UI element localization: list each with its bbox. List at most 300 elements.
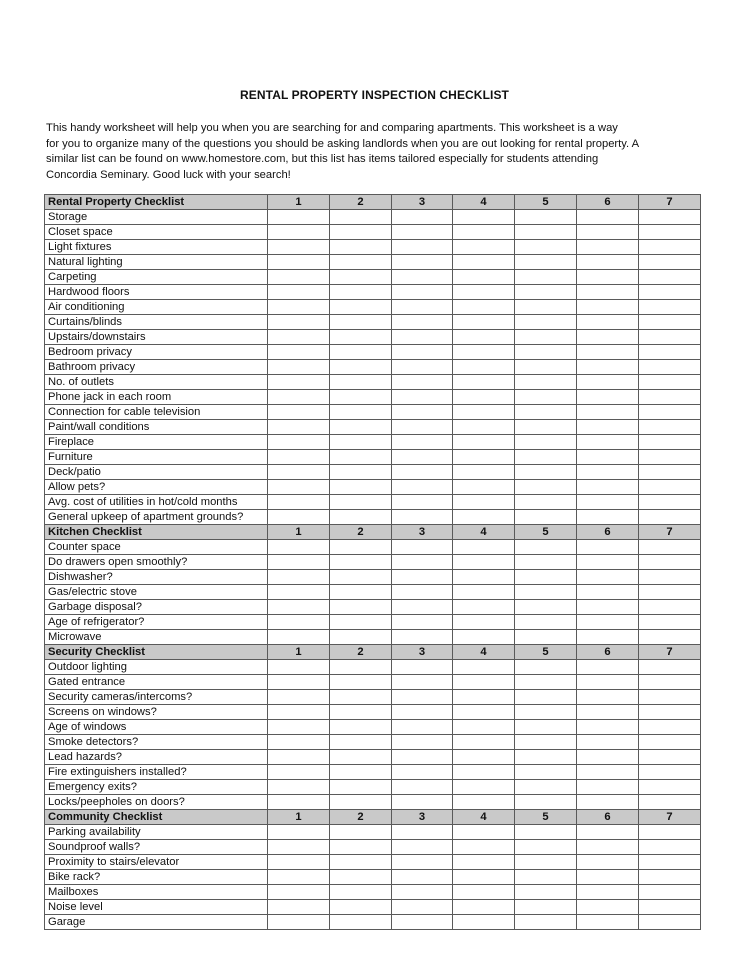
check-cell[interactable]	[392, 300, 453, 315]
check-cell[interactable]	[453, 315, 515, 330]
check-cell[interactable]	[392, 720, 453, 735]
check-cell[interactable]	[330, 450, 392, 465]
check-cell[interactable]	[392, 390, 453, 405]
check-cell[interactable]	[453, 630, 515, 645]
check-cell[interactable]	[453, 375, 515, 390]
check-cell[interactable]	[392, 420, 453, 435]
check-cell[interactable]	[453, 240, 515, 255]
check-cell[interactable]	[577, 885, 639, 900]
check-cell[interactable]	[639, 705, 701, 720]
check-cell[interactable]	[515, 660, 577, 675]
check-cell[interactable]	[268, 360, 330, 375]
check-cell[interactable]	[268, 690, 330, 705]
check-cell[interactable]	[453, 705, 515, 720]
check-cell[interactable]	[453, 825, 515, 840]
check-cell[interactable]	[639, 915, 701, 930]
check-cell[interactable]	[515, 915, 577, 930]
check-cell[interactable]	[453, 765, 515, 780]
check-cell[interactable]	[392, 450, 453, 465]
check-cell[interactable]	[515, 630, 577, 645]
check-cell[interactable]	[577, 345, 639, 360]
check-cell[interactable]	[639, 435, 701, 450]
check-cell[interactable]	[392, 915, 453, 930]
check-cell[interactable]	[639, 585, 701, 600]
check-cell[interactable]	[515, 555, 577, 570]
check-cell[interactable]	[577, 405, 639, 420]
check-cell[interactable]	[268, 600, 330, 615]
check-cell[interactable]	[268, 825, 330, 840]
check-cell[interactable]	[515, 870, 577, 885]
check-cell[interactable]	[639, 300, 701, 315]
check-cell[interactable]	[453, 900, 515, 915]
check-cell[interactable]	[453, 570, 515, 585]
check-cell[interactable]	[639, 555, 701, 570]
check-cell[interactable]	[639, 390, 701, 405]
check-cell[interactable]	[577, 615, 639, 630]
check-cell[interactable]	[577, 840, 639, 855]
check-cell[interactable]	[268, 495, 330, 510]
check-cell[interactable]	[453, 450, 515, 465]
check-cell[interactable]	[577, 585, 639, 600]
check-cell[interactable]	[639, 420, 701, 435]
check-cell[interactable]	[639, 495, 701, 510]
check-cell[interactable]	[515, 360, 577, 375]
check-cell[interactable]	[577, 210, 639, 225]
check-cell[interactable]	[639, 840, 701, 855]
check-cell[interactable]	[577, 720, 639, 735]
check-cell[interactable]	[639, 225, 701, 240]
check-cell[interactable]	[639, 375, 701, 390]
check-cell[interactable]	[392, 570, 453, 585]
check-cell[interactable]	[639, 600, 701, 615]
check-cell[interactable]	[515, 780, 577, 795]
check-cell[interactable]	[268, 840, 330, 855]
check-cell[interactable]	[577, 390, 639, 405]
check-cell[interactable]	[268, 480, 330, 495]
check-cell[interactable]	[515, 405, 577, 420]
check-cell[interactable]	[453, 300, 515, 315]
check-cell[interactable]	[577, 225, 639, 240]
check-cell[interactable]	[577, 420, 639, 435]
check-cell[interactable]	[515, 750, 577, 765]
check-cell[interactable]	[392, 585, 453, 600]
check-cell[interactable]	[268, 615, 330, 630]
check-cell[interactable]	[577, 315, 639, 330]
check-cell[interactable]	[639, 855, 701, 870]
check-cell[interactable]	[515, 375, 577, 390]
check-cell[interactable]	[577, 675, 639, 690]
check-cell[interactable]	[330, 900, 392, 915]
check-cell[interactable]	[330, 375, 392, 390]
check-cell[interactable]	[577, 780, 639, 795]
check-cell[interactable]	[392, 315, 453, 330]
check-cell[interactable]	[330, 915, 392, 930]
check-cell[interactable]	[515, 300, 577, 315]
check-cell[interactable]	[515, 735, 577, 750]
check-cell[interactable]	[268, 795, 330, 810]
check-cell[interactable]	[268, 210, 330, 225]
check-cell[interactable]	[453, 780, 515, 795]
check-cell[interactable]	[639, 900, 701, 915]
check-cell[interactable]	[515, 225, 577, 240]
check-cell[interactable]	[453, 345, 515, 360]
check-cell[interactable]	[515, 615, 577, 630]
check-cell[interactable]	[515, 480, 577, 495]
check-cell[interactable]	[515, 600, 577, 615]
check-cell[interactable]	[392, 360, 453, 375]
check-cell[interactable]	[330, 315, 392, 330]
check-cell[interactable]	[453, 690, 515, 705]
check-cell[interactable]	[392, 705, 453, 720]
check-cell[interactable]	[268, 375, 330, 390]
check-cell[interactable]	[268, 885, 330, 900]
check-cell[interactable]	[515, 825, 577, 840]
check-cell[interactable]	[453, 585, 515, 600]
check-cell[interactable]	[515, 420, 577, 435]
check-cell[interactable]	[577, 255, 639, 270]
check-cell[interactable]	[577, 660, 639, 675]
check-cell[interactable]	[577, 480, 639, 495]
check-cell[interactable]	[639, 360, 701, 375]
check-cell[interactable]	[453, 840, 515, 855]
check-cell[interactable]	[515, 765, 577, 780]
check-cell[interactable]	[453, 675, 515, 690]
check-cell[interactable]	[639, 405, 701, 420]
check-cell[interactable]	[330, 540, 392, 555]
check-cell[interactable]	[330, 390, 392, 405]
check-cell[interactable]	[330, 750, 392, 765]
check-cell[interactable]	[330, 240, 392, 255]
check-cell[interactable]	[268, 270, 330, 285]
check-cell[interactable]	[330, 270, 392, 285]
check-cell[interactable]	[268, 855, 330, 870]
check-cell[interactable]	[639, 270, 701, 285]
check-cell[interactable]	[392, 900, 453, 915]
check-cell[interactable]	[392, 480, 453, 495]
check-cell[interactable]	[392, 870, 453, 885]
check-cell[interactable]	[453, 360, 515, 375]
check-cell[interactable]	[577, 600, 639, 615]
check-cell[interactable]	[515, 495, 577, 510]
check-cell[interactable]	[453, 390, 515, 405]
check-cell[interactable]	[577, 870, 639, 885]
check-cell[interactable]	[515, 330, 577, 345]
check-cell[interactable]	[639, 255, 701, 270]
check-cell[interactable]	[577, 825, 639, 840]
check-cell[interactable]	[392, 405, 453, 420]
check-cell[interactable]	[453, 615, 515, 630]
check-cell[interactable]	[515, 840, 577, 855]
check-cell[interactable]	[392, 210, 453, 225]
check-cell[interactable]	[577, 465, 639, 480]
check-cell[interactable]	[453, 870, 515, 885]
check-cell[interactable]	[392, 555, 453, 570]
check-cell[interactable]	[453, 465, 515, 480]
check-cell[interactable]	[330, 555, 392, 570]
check-cell[interactable]	[639, 615, 701, 630]
check-cell[interactable]	[392, 255, 453, 270]
check-cell[interactable]	[268, 780, 330, 795]
check-cell[interactable]	[330, 255, 392, 270]
check-cell[interactable]	[392, 765, 453, 780]
check-cell[interactable]	[268, 630, 330, 645]
check-cell[interactable]	[577, 330, 639, 345]
check-cell[interactable]	[453, 885, 515, 900]
check-cell[interactable]	[453, 600, 515, 615]
check-cell[interactable]	[392, 690, 453, 705]
check-cell[interactable]	[639, 510, 701, 525]
check-cell[interactable]	[639, 570, 701, 585]
check-cell[interactable]	[392, 630, 453, 645]
check-cell[interactable]	[515, 210, 577, 225]
check-cell[interactable]	[577, 300, 639, 315]
check-cell[interactable]	[515, 345, 577, 360]
check-cell[interactable]	[639, 675, 701, 690]
check-cell[interactable]	[577, 270, 639, 285]
check-cell[interactable]	[453, 480, 515, 495]
check-cell[interactable]	[453, 720, 515, 735]
check-cell[interactable]	[330, 570, 392, 585]
check-cell[interactable]	[639, 720, 701, 735]
check-cell[interactable]	[453, 210, 515, 225]
check-cell[interactable]	[330, 690, 392, 705]
check-cell[interactable]	[330, 465, 392, 480]
check-cell[interactable]	[639, 780, 701, 795]
check-cell[interactable]	[453, 495, 515, 510]
check-cell[interactable]	[268, 510, 330, 525]
check-cell[interactable]	[639, 750, 701, 765]
check-cell[interactable]	[268, 240, 330, 255]
check-cell[interactable]	[453, 795, 515, 810]
check-cell[interactable]	[268, 705, 330, 720]
check-cell[interactable]	[577, 240, 639, 255]
check-cell[interactable]	[268, 570, 330, 585]
check-cell[interactable]	[268, 720, 330, 735]
check-cell[interactable]	[392, 885, 453, 900]
check-cell[interactable]	[330, 780, 392, 795]
check-cell[interactable]	[453, 285, 515, 300]
check-cell[interactable]	[268, 300, 330, 315]
check-cell[interactable]	[577, 750, 639, 765]
check-cell[interactable]	[515, 285, 577, 300]
check-cell[interactable]	[392, 795, 453, 810]
check-cell[interactable]	[453, 555, 515, 570]
check-cell[interactable]	[330, 345, 392, 360]
check-cell[interactable]	[639, 345, 701, 360]
check-cell[interactable]	[330, 285, 392, 300]
check-cell[interactable]	[577, 630, 639, 645]
check-cell[interactable]	[392, 600, 453, 615]
check-cell[interactable]	[330, 330, 392, 345]
check-cell[interactable]	[577, 735, 639, 750]
check-cell[interactable]	[577, 510, 639, 525]
check-cell[interactable]	[453, 225, 515, 240]
check-cell[interactable]	[330, 855, 392, 870]
check-cell[interactable]	[392, 465, 453, 480]
check-cell[interactable]	[330, 675, 392, 690]
check-cell[interactable]	[268, 315, 330, 330]
check-cell[interactable]	[577, 450, 639, 465]
check-cell[interactable]	[639, 240, 701, 255]
check-cell[interactable]	[330, 600, 392, 615]
check-cell[interactable]	[392, 285, 453, 300]
check-cell[interactable]	[515, 390, 577, 405]
check-cell[interactable]	[453, 270, 515, 285]
check-cell[interactable]	[330, 225, 392, 240]
check-cell[interactable]	[577, 495, 639, 510]
check-cell[interactable]	[268, 900, 330, 915]
check-cell[interactable]	[453, 540, 515, 555]
check-cell[interactable]	[639, 315, 701, 330]
check-cell[interactable]	[453, 855, 515, 870]
check-cell[interactable]	[330, 420, 392, 435]
check-cell[interactable]	[639, 330, 701, 345]
check-cell[interactable]	[392, 855, 453, 870]
check-cell[interactable]	[268, 405, 330, 420]
check-cell[interactable]	[577, 705, 639, 720]
check-cell[interactable]	[268, 450, 330, 465]
check-cell[interactable]	[330, 660, 392, 675]
check-cell[interactable]	[268, 540, 330, 555]
check-cell[interactable]	[392, 675, 453, 690]
check-cell[interactable]	[515, 570, 577, 585]
check-cell[interactable]	[577, 765, 639, 780]
check-cell[interactable]	[268, 465, 330, 480]
check-cell[interactable]	[515, 675, 577, 690]
check-cell[interactable]	[268, 675, 330, 690]
check-cell[interactable]	[268, 555, 330, 570]
check-cell[interactable]	[453, 660, 515, 675]
check-cell[interactable]	[453, 735, 515, 750]
check-cell[interactable]	[330, 735, 392, 750]
check-cell[interactable]	[268, 255, 330, 270]
check-cell[interactable]	[330, 840, 392, 855]
check-cell[interactable]	[515, 795, 577, 810]
check-cell[interactable]	[515, 720, 577, 735]
check-cell[interactable]	[268, 420, 330, 435]
check-cell[interactable]	[392, 345, 453, 360]
check-cell[interactable]	[515, 705, 577, 720]
check-cell[interactable]	[577, 555, 639, 570]
check-cell[interactable]	[268, 225, 330, 240]
check-cell[interactable]	[330, 495, 392, 510]
check-cell[interactable]	[268, 870, 330, 885]
check-cell[interactable]	[639, 870, 701, 885]
check-cell[interactable]	[639, 735, 701, 750]
check-cell[interactable]	[330, 210, 392, 225]
check-cell[interactable]	[330, 630, 392, 645]
check-cell[interactable]	[330, 405, 392, 420]
check-cell[interactable]	[453, 750, 515, 765]
check-cell[interactable]	[639, 210, 701, 225]
check-cell[interactable]	[639, 660, 701, 675]
check-cell[interactable]	[577, 435, 639, 450]
check-cell[interactable]	[453, 510, 515, 525]
check-cell[interactable]	[392, 240, 453, 255]
check-cell[interactable]	[392, 225, 453, 240]
check-cell[interactable]	[268, 345, 330, 360]
check-cell[interactable]	[639, 450, 701, 465]
check-cell[interactable]	[515, 255, 577, 270]
check-cell[interactable]	[453, 330, 515, 345]
check-cell[interactable]	[515, 270, 577, 285]
check-cell[interactable]	[330, 300, 392, 315]
check-cell[interactable]	[330, 885, 392, 900]
check-cell[interactable]	[268, 285, 330, 300]
check-cell[interactable]	[577, 570, 639, 585]
check-cell[interactable]	[268, 765, 330, 780]
check-cell[interactable]	[577, 360, 639, 375]
check-cell[interactable]	[330, 585, 392, 600]
check-cell[interactable]	[515, 465, 577, 480]
check-cell[interactable]	[577, 915, 639, 930]
check-cell[interactable]	[515, 690, 577, 705]
check-cell[interactable]	[392, 750, 453, 765]
check-cell[interactable]	[268, 390, 330, 405]
check-cell[interactable]	[330, 870, 392, 885]
check-cell[interactable]	[392, 780, 453, 795]
check-cell[interactable]	[639, 690, 701, 705]
check-cell[interactable]	[392, 375, 453, 390]
check-cell[interactable]	[392, 510, 453, 525]
check-cell[interactable]	[639, 465, 701, 480]
check-cell[interactable]	[268, 330, 330, 345]
check-cell[interactable]	[515, 885, 577, 900]
check-cell[interactable]	[515, 540, 577, 555]
check-cell[interactable]	[639, 480, 701, 495]
check-cell[interactable]	[515, 435, 577, 450]
check-cell[interactable]	[392, 270, 453, 285]
check-cell[interactable]	[515, 315, 577, 330]
check-cell[interactable]	[330, 615, 392, 630]
check-cell[interactable]	[392, 330, 453, 345]
check-cell[interactable]	[639, 630, 701, 645]
check-cell[interactable]	[577, 855, 639, 870]
check-cell[interactable]	[392, 495, 453, 510]
check-cell[interactable]	[515, 855, 577, 870]
check-cell[interactable]	[515, 450, 577, 465]
check-cell[interactable]	[515, 585, 577, 600]
check-cell[interactable]	[330, 825, 392, 840]
check-cell[interactable]	[330, 720, 392, 735]
check-cell[interactable]	[268, 915, 330, 930]
check-cell[interactable]	[515, 510, 577, 525]
check-cell[interactable]	[577, 375, 639, 390]
check-cell[interactable]	[330, 765, 392, 780]
check-cell[interactable]	[453, 435, 515, 450]
check-cell[interactable]	[330, 435, 392, 450]
check-cell[interactable]	[268, 435, 330, 450]
check-cell[interactable]	[639, 285, 701, 300]
check-cell[interactable]	[392, 735, 453, 750]
check-cell[interactable]	[577, 690, 639, 705]
check-cell[interactable]	[392, 540, 453, 555]
check-cell[interactable]	[392, 840, 453, 855]
check-cell[interactable]	[392, 660, 453, 675]
check-cell[interactable]	[453, 255, 515, 270]
check-cell[interactable]	[268, 660, 330, 675]
check-cell[interactable]	[453, 915, 515, 930]
check-cell[interactable]	[577, 285, 639, 300]
check-cell[interactable]	[392, 435, 453, 450]
check-cell[interactable]	[639, 540, 701, 555]
check-cell[interactable]	[330, 705, 392, 720]
check-cell[interactable]	[453, 420, 515, 435]
check-cell[interactable]	[515, 900, 577, 915]
check-cell[interactable]	[639, 765, 701, 780]
check-cell[interactable]	[392, 825, 453, 840]
check-cell[interactable]	[639, 795, 701, 810]
